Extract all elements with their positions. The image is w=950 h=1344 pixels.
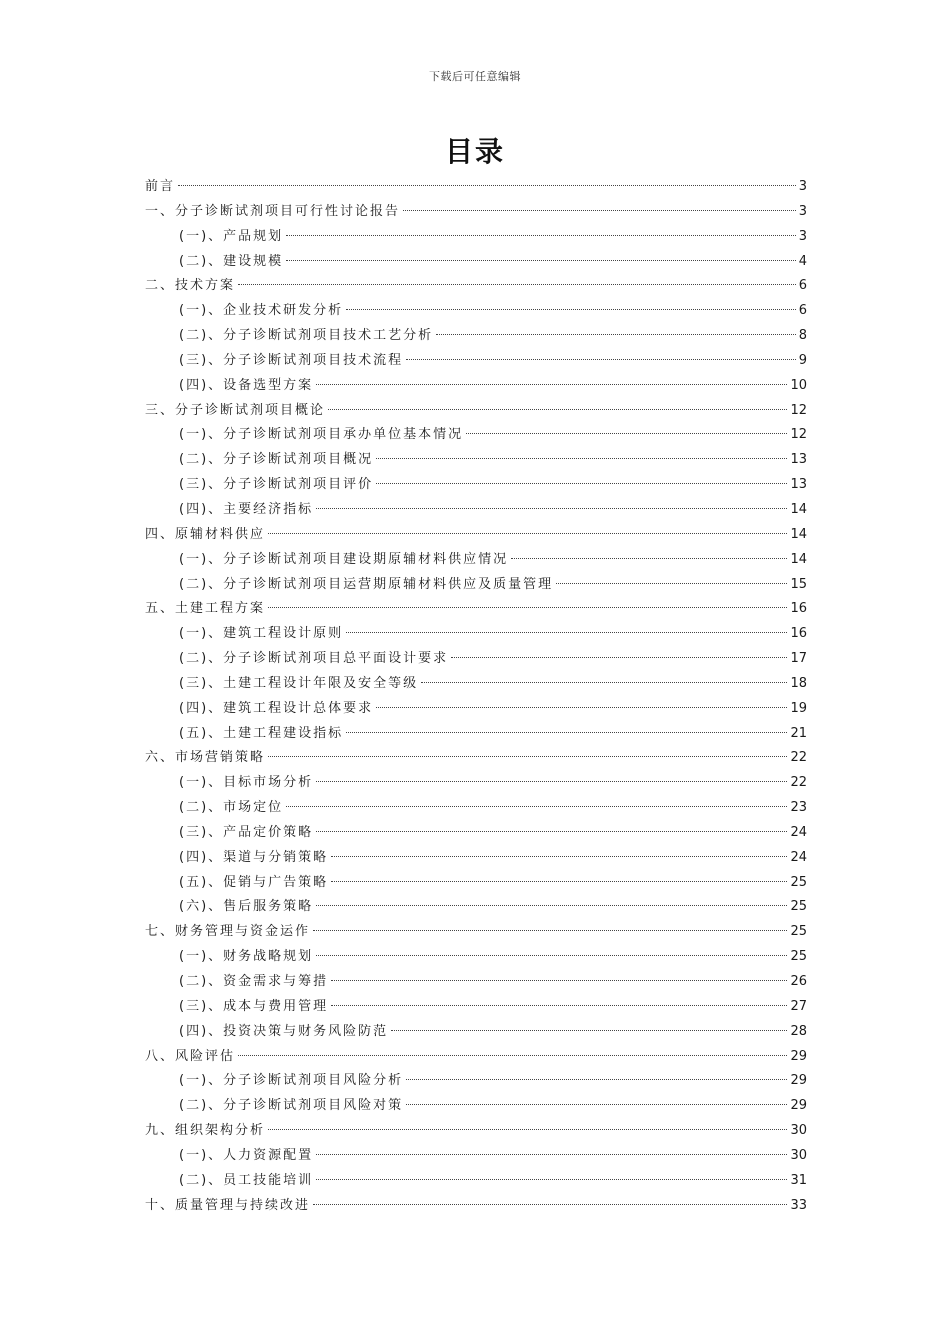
toc-entry-label: (六)、售后服务策略 [179, 899, 314, 915]
toc-dot-leader [451, 657, 787, 658]
toc-entry-label: (三)、土建工程设计年限及安全等级 [179, 675, 419, 691]
toc-entry[interactable] [145, 200, 807, 225]
toc-entry[interactable] [145, 299, 807, 324]
toc-dot-leader [403, 210, 796, 211]
toc-entry-label: 三、分子诊断试剂项目概论 [145, 402, 326, 418]
toc-dot-leader [316, 831, 787, 832]
toc-entry-label: (四)、渠道与分销策略 [179, 849, 329, 865]
toc-dot-leader [313, 1204, 787, 1205]
toc-entry-label: (四)、主要经济指标 [179, 501, 314, 517]
toc-dot-leader [406, 1079, 787, 1080]
toc-entry-label: (五)、土建工程建设指标 [179, 725, 344, 741]
toc-entry[interactable] [145, 1169, 807, 1194]
toc-dot-leader [331, 980, 787, 981]
toc-dot-leader [238, 1055, 787, 1056]
toc-entry-page-number: 6 [798, 278, 807, 294]
toc-entry[interactable] [145, 1144, 807, 1169]
toc-entry[interactable] [145, 1119, 807, 1144]
toc-entry[interactable] [145, 250, 807, 275]
toc-dot-leader [511, 558, 787, 559]
toc-entry-page-number: 3 [798, 203, 807, 219]
toc-entry[interactable] [145, 995, 807, 1020]
toc-entry-label: (三)、分子诊断试剂项目技术流程 [179, 352, 404, 368]
toc-dot-leader [346, 732, 787, 733]
toc-entry-page-number: 6 [798, 303, 807, 319]
toc-dot-leader [268, 756, 787, 757]
toc-dot-leader [316, 905, 787, 906]
toc-entry-label: 四、原辅材料供应 [145, 526, 266, 542]
toc-dot-leader [238, 284, 796, 285]
toc-dot-leader [316, 1154, 787, 1155]
toc-entry-label: (一)、目标市场分析 [179, 775, 314, 791]
toc-entry-label: (二)、分子诊断试剂项目技术工艺分析 [179, 328, 434, 344]
toc-entry-page-number: 27 [790, 998, 807, 1014]
toc-entry-label: (三)、产品定价策略 [179, 824, 314, 840]
toc-entry[interactable] [145, 274, 807, 299]
toc-entry-label: 十、质量管理与持续改进 [145, 1197, 311, 1213]
toc-entry-label: (一)、分子诊断试剂项目承办单位基本情况 [179, 427, 464, 443]
toc-entry-label: 五、土建工程方案 [145, 601, 266, 617]
toc-entry-label: (三)、成本与费用管理 [179, 998, 329, 1014]
toc-dot-leader [376, 483, 787, 484]
toc-entry-label: (一)、分子诊断试剂项目风险分析 [179, 1073, 404, 1089]
toc-entry[interactable] [145, 746, 807, 771]
toc-dot-leader [466, 433, 787, 434]
toc-entry[interactable] [145, 622, 807, 647]
toc-entry-page-number: 19 [790, 700, 807, 716]
toc-entry-page-number: 4 [798, 253, 807, 269]
toc-entry[interactable] [145, 945, 807, 970]
toc-entry-page-number: 14 [790, 501, 807, 517]
toc-dot-leader [313, 930, 787, 931]
toc-dot-leader [376, 458, 787, 459]
toc-entry-page-number: 25 [790, 924, 807, 940]
toc-entry-page-number: 22 [790, 750, 807, 766]
toc-entry-label: (四)、设备选型方案 [179, 377, 314, 393]
toc-entry[interactable] [145, 597, 807, 622]
toc-entry[interactable] [145, 225, 807, 250]
toc-entry-page-number: 30 [790, 1147, 807, 1163]
toc-entry[interactable] [145, 448, 807, 473]
toc-entry-page-number: 31 [790, 1172, 807, 1188]
toc-entry-label: (三)、分子诊断试剂项目评价 [179, 477, 374, 493]
toc-entry-page-number: 12 [790, 427, 807, 443]
toc-entry-page-number: 23 [790, 800, 807, 816]
toc-entry[interactable] [145, 324, 807, 349]
toc-dot-leader [406, 1104, 787, 1105]
toc-dot-leader [331, 1005, 787, 1006]
toc-entry-page-number: 33 [790, 1197, 807, 1213]
toc-entry-page-number: 14 [790, 526, 807, 542]
toc-dot-leader [316, 384, 787, 385]
toc-dot-leader [436, 334, 796, 335]
toc-entry-label: 前言 [145, 179, 176, 194]
toc-dot-leader [346, 632, 787, 633]
toc-entry[interactable] [145, 548, 807, 573]
toc-entry-label: (四)、建筑工程设计总体要求 [179, 700, 374, 716]
toc-entry[interactable] [145, 175, 807, 200]
toc-entry[interactable] [145, 1069, 807, 1094]
toc-dot-leader [316, 508, 787, 509]
toc-dot-leader [316, 1179, 787, 1180]
toc-entry[interactable] [145, 374, 807, 399]
table-of-contents [145, 175, 807, 1218]
page-title: 目录 [444, 135, 505, 168]
toc-entry[interactable] [145, 1194, 807, 1219]
toc-entry-label: (二)、分子诊断试剂项目运营期原辅材料供应及质量管理 [179, 576, 554, 592]
toc-entry-label: (二)、建设规模 [179, 253, 284, 269]
toc-entry-label: (一)、企业技术研发分析 [179, 303, 344, 319]
toc-entry[interactable] [145, 771, 807, 796]
toc-entry[interactable] [145, 1094, 807, 1119]
toc-entry-page-number: 22 [790, 775, 807, 791]
toc-entry-label: 六、市场营销策略 [145, 750, 266, 766]
toc-entry-label: 一、分子诊断试剂项目可行性讨论报告 [145, 203, 401, 219]
toc-entry-page-number: 14 [790, 551, 807, 567]
toc-dot-leader [316, 781, 787, 782]
toc-entry-label: (一)、产品规划 [179, 228, 284, 244]
toc-entry[interactable] [145, 895, 807, 920]
toc-entry-page-number: 29 [790, 1073, 807, 1089]
toc-entry[interactable] [145, 399, 807, 424]
toc-entry[interactable] [145, 1020, 807, 1045]
toc-dot-leader [268, 1129, 787, 1130]
toc-entry-label: 八、风险评估 [145, 1048, 236, 1064]
toc-entry[interactable] [145, 423, 807, 448]
toc-entry[interactable] [145, 697, 807, 722]
toc-dot-leader [406, 359, 796, 360]
toc-entry-page-number: 17 [790, 651, 807, 667]
toc-dot-leader [556, 583, 787, 584]
toc-dot-leader [331, 881, 787, 882]
toc-entry-label: 九、组织架构分析 [145, 1123, 266, 1139]
toc-entry-label: (二)、资金需求与筹措 [179, 974, 329, 989]
toc-entry-page-number: 15 [790, 576, 807, 592]
toc-entry[interactable] [145, 672, 807, 697]
toc-entry-page-number: 8 [798, 328, 807, 344]
toc-dot-leader [316, 955, 787, 956]
header-note: 下载后可任意编辑 [429, 70, 521, 83]
toc-entry-label: (一)、建筑工程设计原则 [179, 626, 344, 642]
toc-entry[interactable] [145, 473, 807, 498]
toc-entry-label: (五)、促销与广告策略 [179, 874, 329, 890]
toc-entry-page-number: 25 [790, 949, 807, 965]
toc-entry-page-number: 25 [790, 874, 807, 890]
toc-entry[interactable] [145, 846, 807, 871]
toc-entry-page-number: 30 [790, 1123, 807, 1139]
toc-entry-label: 七、财务管理与资金运作 [145, 924, 311, 940]
toc-entry-label: (二)、分子诊断试剂项目风险对策 [179, 1098, 404, 1114]
toc-entry-page-number: 16 [790, 601, 807, 617]
toc-entry-label: (一)、财务战略规划 [179, 949, 314, 965]
toc-entry-label: (一)、人力资源配置 [179, 1147, 314, 1163]
toc-entry-label: (二)、员工技能培训 [179, 1172, 314, 1188]
toc-entry-page-number: 24 [790, 824, 807, 840]
toc-entry[interactable] [145, 573, 807, 598]
toc-dot-leader [286, 260, 796, 261]
toc-entry-page-number: 16 [790, 626, 807, 642]
toc-entry[interactable] [145, 920, 807, 945]
toc-dot-leader [268, 607, 787, 608]
toc-entry[interactable] [145, 722, 807, 747]
toc-dot-leader [376, 707, 787, 708]
toc-dot-leader [286, 806, 787, 807]
toc-entry-page-number: 29 [790, 1048, 807, 1064]
toc-entry[interactable] [145, 498, 807, 523]
toc-entry-page-number: 26 [790, 974, 807, 989]
toc-dot-leader [178, 185, 796, 186]
toc-entry-page-number: 28 [790, 1023, 807, 1039]
toc-entry-page-number: 10 [790, 377, 807, 393]
toc-dot-leader [346, 309, 796, 310]
toc-entry-page-number: 24 [790, 849, 807, 865]
toc-entry-page-number: 21 [790, 725, 807, 741]
toc-entry-label: (二)、市场定位 [179, 800, 284, 816]
toc-entry-label: (四)、投资决策与财务风险防范 [179, 1023, 389, 1039]
toc-entry[interactable] [145, 871, 807, 896]
toc-entry-label: (一)、分子诊断试剂项目建设期原辅材料供应情况 [179, 551, 509, 567]
toc-entry-page-number: 12 [790, 402, 807, 418]
toc-entry[interactable] [145, 796, 807, 821]
toc-dot-leader [286, 235, 796, 236]
toc-entry-page-number: 3 [798, 228, 807, 244]
toc-entry-page-number: 13 [790, 477, 807, 493]
toc-entry[interactable] [145, 821, 807, 846]
toc-dot-leader [421, 682, 787, 683]
toc-entry-label: 二、技术方案 [145, 278, 236, 294]
toc-dot-leader [328, 409, 787, 410]
toc-dot-leader [268, 533, 787, 534]
toc-entry-page-number: 25 [790, 899, 807, 915]
toc-entry-page-number: 3 [798, 179, 807, 194]
toc-dot-leader [391, 1030, 787, 1031]
toc-entry-page-number: 9 [798, 352, 807, 368]
toc-entry[interactable] [145, 1045, 807, 1070]
toc-entry[interactable] [145, 647, 807, 672]
toc-entry-label: (二)、分子诊断试剂项目概况 [179, 452, 374, 468]
toc-entry[interactable] [145, 349, 807, 374]
toc-dot-leader [331, 856, 787, 857]
toc-entry-page-number: 18 [790, 675, 807, 691]
toc-entry-page-number: 13 [790, 452, 807, 468]
toc-entry-page-number: 29 [790, 1098, 807, 1114]
toc-entry[interactable] [145, 970, 807, 995]
toc-entry[interactable] [145, 523, 807, 548]
toc-entry-label: (二)、分子诊断试剂项目总平面设计要求 [179, 651, 449, 667]
